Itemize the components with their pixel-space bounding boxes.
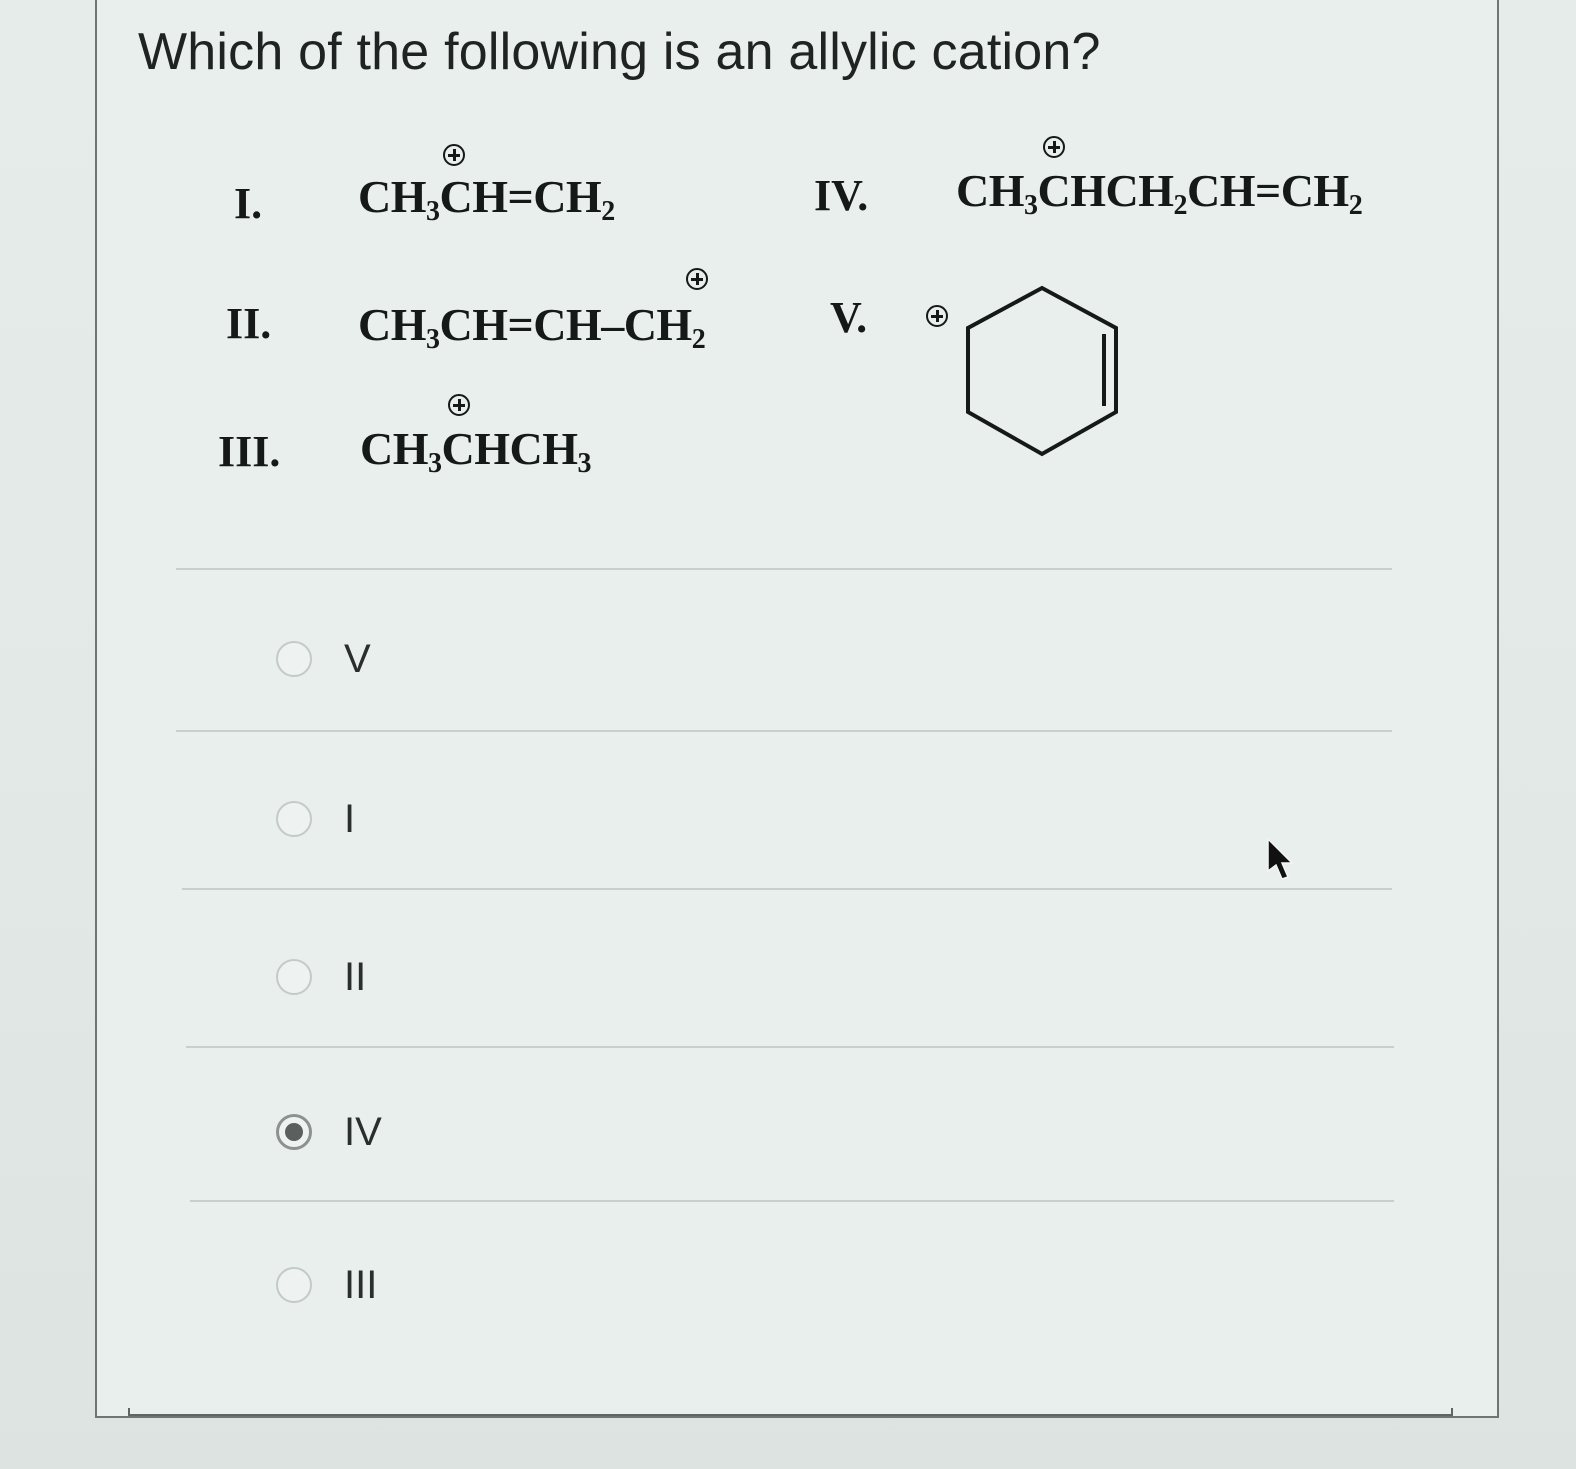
structure-2-formula: $CH_3CH=CH-CH_2$ (358, 299, 706, 355)
divider (190, 1200, 1394, 1202)
option-label: III (344, 1262, 378, 1307)
cation-charge-icon (686, 268, 708, 290)
option-label: IV (344, 1109, 382, 1154)
structure-2-numeral: II. (226, 299, 272, 348)
cyclohexene-ring-icon (960, 282, 1130, 467)
option-label: V (344, 636, 371, 681)
option-label: I (344, 796, 356, 841)
mouse-cursor-icon (1262, 835, 1298, 885)
radio-button[interactable] (276, 641, 312, 677)
structure-3-numeral: III. (218, 427, 281, 476)
structure-5-numeral: V. (830, 293, 868, 342)
structure-4-numeral: IV. (814, 171, 869, 220)
radio-button[interactable] (276, 801, 312, 837)
answer-option-iii[interactable] (276, 1263, 377, 1307)
option-label: II (344, 954, 367, 999)
structure-1-numeral: I. (234, 179, 263, 228)
divider (176, 568, 1392, 570)
cation-charge-icon (926, 305, 948, 327)
divider (176, 730, 1392, 732)
radio-button-selected[interactable] (276, 1114, 312, 1150)
radio-button[interactable] (276, 1267, 312, 1303)
structure-1-formula: $CH_3CH=CH_2$ (358, 171, 615, 227)
structure-4-formula: $CH_3CHCH_2CH=CH_2$ (956, 165, 1363, 221)
question-text: Which of the following is an allylic cation? (138, 23, 1101, 81)
structure-3-formula: $CH_3CHCH_3$ (360, 423, 591, 479)
radio-button[interactable] (276, 959, 312, 995)
cation-charge-icon (443, 144, 465, 166)
cation-charge-icon (1043, 136, 1065, 158)
answer-option-ii[interactable] (276, 955, 366, 999)
answer-option-v[interactable] (276, 637, 371, 681)
divider (182, 888, 1392, 890)
divider (186, 1046, 1394, 1048)
card-bottom-border (128, 1408, 1453, 1416)
answer-option-i[interactable] (276, 797, 355, 841)
cation-charge-icon (448, 394, 470, 416)
answer-option-iv[interactable] (276, 1110, 382, 1154)
